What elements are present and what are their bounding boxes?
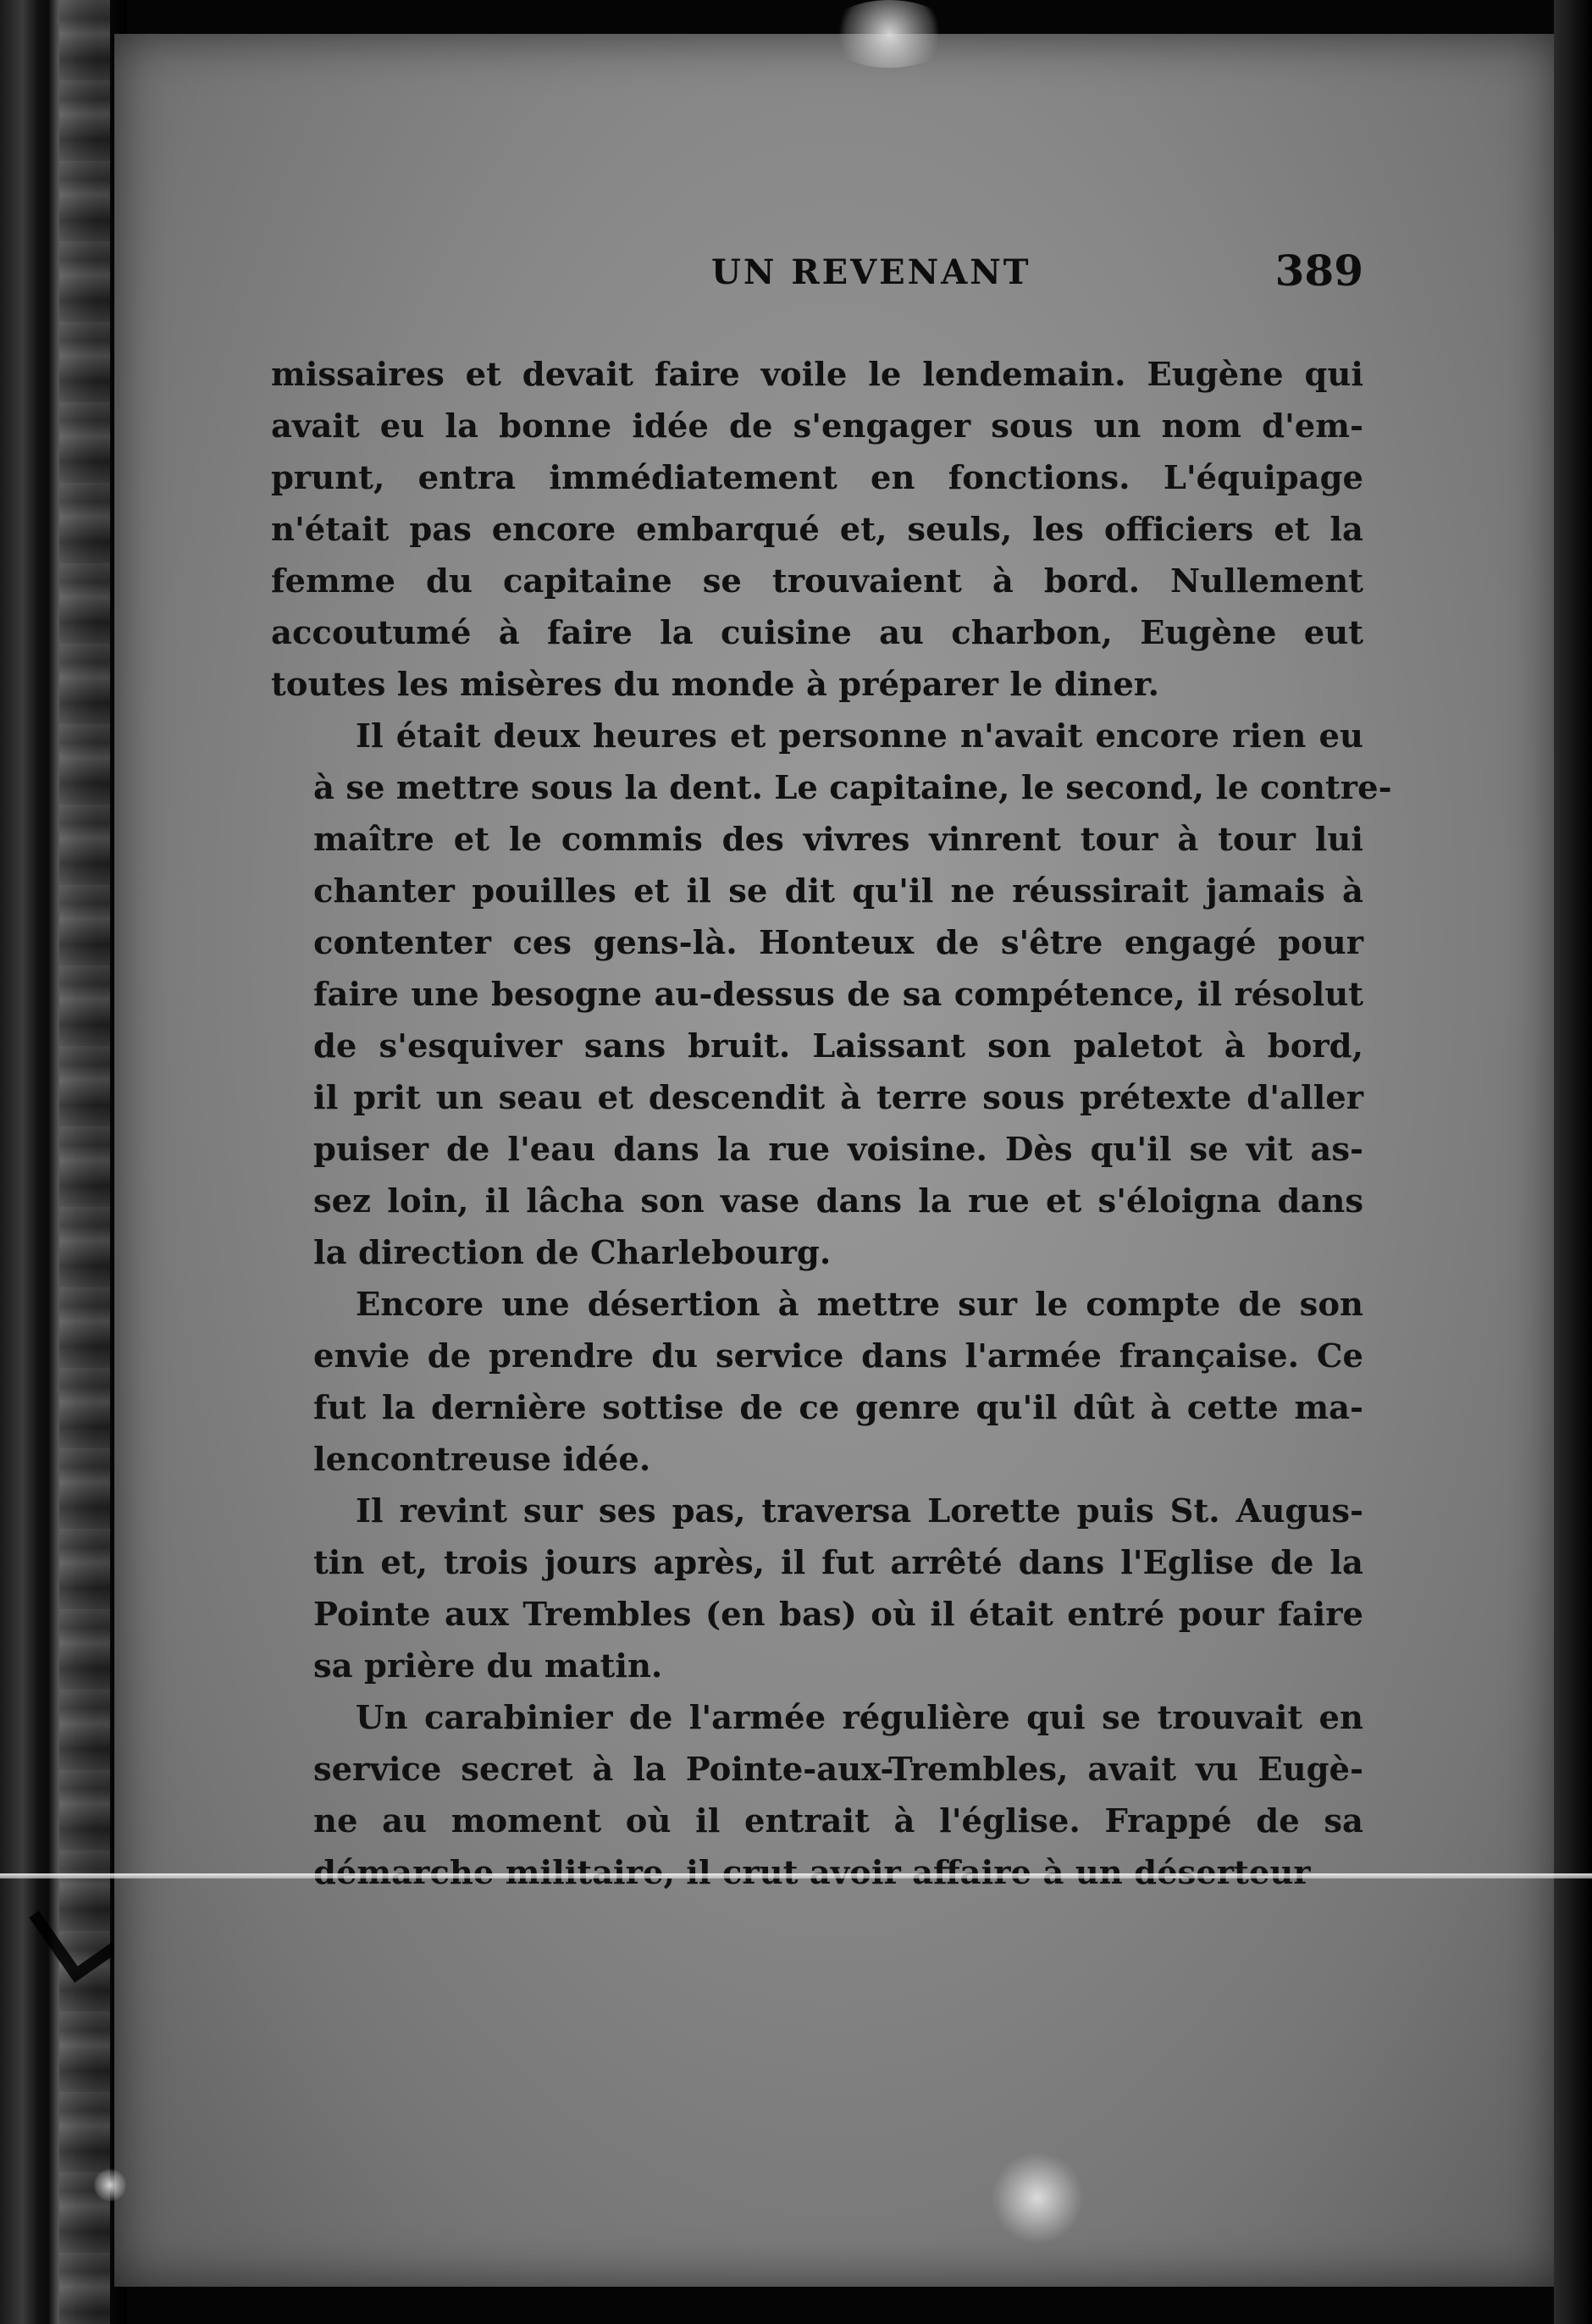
page-number: 389: [1274, 246, 1363, 296]
paragraph: [271, 1692, 1363, 1899]
text-line: service secret à la Pointe-aux-Trembles, avait vu Eugè-: [313, 1751, 1363, 1789]
text-line: puiser de l'eau dans la rue voisine. Dès qu'il se vit as-: [313, 1131, 1363, 1169]
text-line: de s'esquiver sans bruit. Laissant son paletot à bord,: [313, 1027, 1363, 1065]
text-line: ne au moment où il entrait à l'église. Frappé de sa: [313, 1802, 1363, 1840]
text-line: Pointe aux Trembles (en bas) où il était entré pour faire: [313, 1596, 1363, 1634]
scan-artifact-line: [0, 1873, 1592, 1879]
page-header: [271, 246, 1372, 296]
paragraph: [271, 349, 1363, 711]
text-line: lencontreuse idée.: [313, 1441, 651, 1479]
text-line: n'était pas encore embarqué et, seuls, les officiers et la: [271, 511, 1363, 549]
running-title: UN REVENANT: [711, 252, 1031, 292]
text-line: contenter ces gens-là. Honteux de s'être engagé pour: [313, 924, 1363, 962]
smudge: [826, 0, 953, 68]
text-line: missaires et devait faire voile le lendemain. Eugène qui: [271, 356, 1363, 394]
text-line: Il était deux heures et personne n'avait encore rien eu: [356, 717, 1363, 755]
text-line: sez loin, il lâcha son vase dans la rue et s'éloigna dans: [313, 1182, 1363, 1220]
text-line: Encore une désertion à mettre sur le compte de son: [356, 1286, 1363, 1324]
text-line: avait eu la bonne idée de s'engager sous un nom d'em-: [271, 407, 1363, 445]
page-edge: [1554, 0, 1592, 2324]
smudge: [93, 2168, 127, 2202]
text-line: il prit un seau et descendit à terre sous prétexte d'aller: [313, 1079, 1363, 1117]
text-line: sa prière du matin.: [313, 1647, 663, 1685]
smudge: [991, 2151, 1084, 2244]
text-line: chanter pouilles et il se dit qu'il ne réussirait jamais à: [313, 872, 1363, 910]
text-line: toutes les misères du monde à préparer le diner.: [271, 666, 1160, 704]
body-text: [271, 349, 1392, 1899]
text-line: tin et, trois jours après, il fut arrêté dans l'Eglise de la: [313, 1544, 1363, 1582]
text-line: faire une besogne au-dessus de sa compétence, il résolut: [313, 976, 1363, 1014]
text-line: femme du capitaine se trouvaient à bord. Nullement: [271, 562, 1363, 600]
text-line: la direction de Charlebourg.: [313, 1234, 832, 1272]
paragraph: [271, 1486, 1363, 1692]
text-line: à se mettre sous la dent. Le capitaine, le second, le contre-: [313, 769, 1392, 807]
text-line: prunt, entra immédiatement en fonctions. L'équipage: [271, 459, 1363, 497]
paragraph: [271, 1279, 1363, 1486]
text-line: maître et le commis des vivres vinrent tour à tour lui: [313, 821, 1363, 859]
text-line: Un carabinier de l'armée régulière qui se trouvait en: [356, 1699, 1363, 1737]
text-line: accoutumé à faire la cuisine au charbon, Eugène eut: [271, 614, 1363, 652]
text-line: Il revint sur ses pas, traversa Lorette puis St. Augus-: [356, 1492, 1363, 1530]
text-line: fut la dernière sottise de ce genre qu'il dût à cette ma-: [313, 1389, 1363, 1427]
paragraph: [271, 711, 1392, 1279]
text-line: envie de prendre du service dans l'armée française. Ce: [313, 1337, 1363, 1375]
